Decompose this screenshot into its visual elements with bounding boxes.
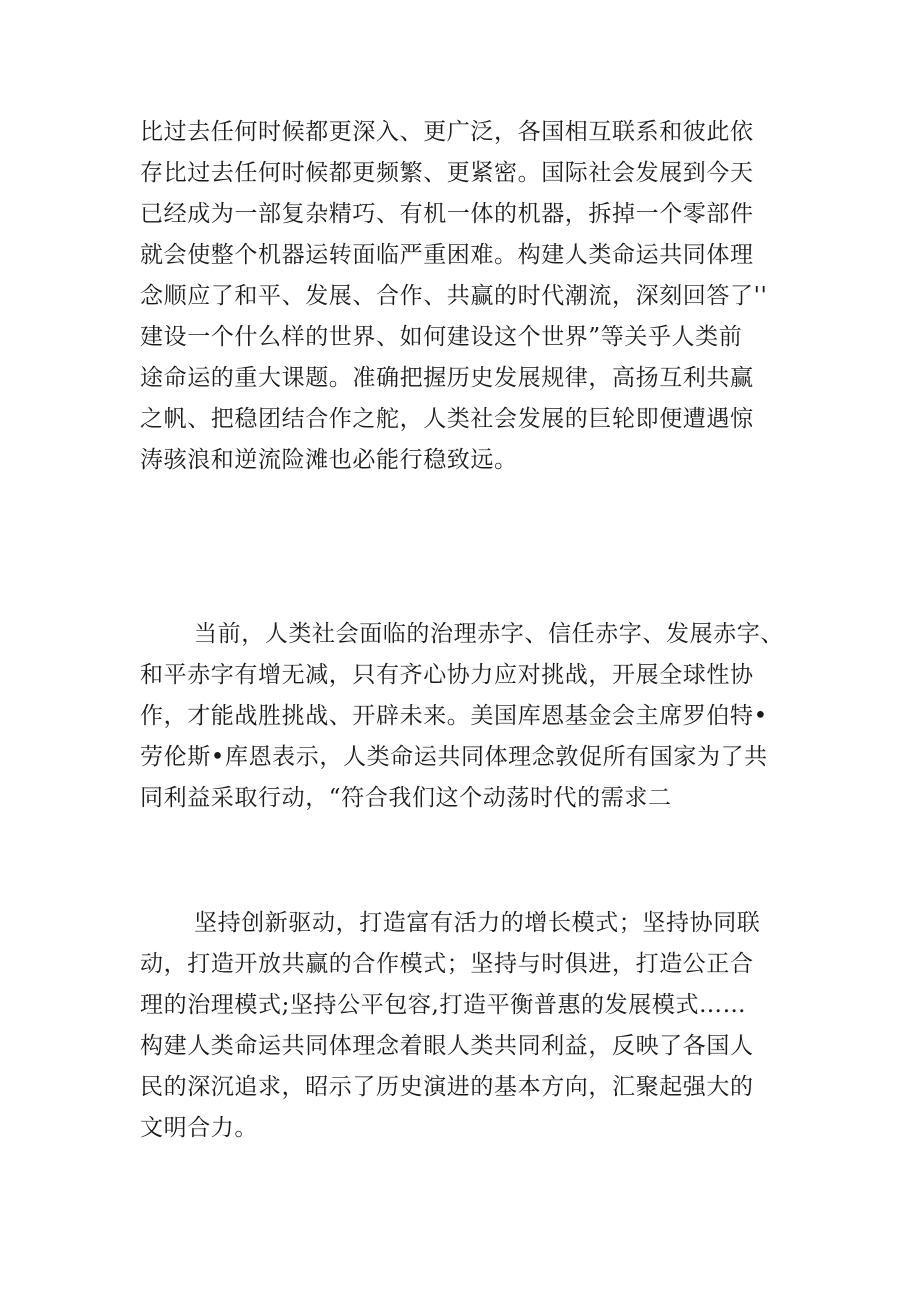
text-line: 文明合力。 (140, 1115, 258, 1141)
text-line: 途命运的重大课题。准确把握历史发展规律，高扬互利共赢 (140, 365, 754, 391)
text-line: 存比过去任何时候都更频繁、更紧密。国际社会发展到今天 (140, 160, 754, 186)
text-line: 作，才能战胜挑战、开辟未来。美国库恩基金会主席罗伯特• (140, 703, 768, 729)
text-line: 构建人类命运共同体理念着眼人类共同利益，反映了各国人 (140, 1033, 754, 1059)
text-line: 民的深沉追求，昭示了历史演进的基本方向，汇聚起强大的 (140, 1074, 754, 1100)
text-line: 坚持创新驱动，打造富有活力的增长模式；坚持协同联 (194, 910, 761, 936)
text-line: 念顺应了和平、发展、合作、共赢的时代潮流，深刻回答了'' (140, 283, 768, 309)
text-line: 理的治理模式;坚持公平包容,打造平衡普惠的发展模式…… (140, 992, 747, 1018)
text-line: 建设一个什么样的世界、如何建设这个世界”等关乎人类前 (140, 324, 743, 350)
text-line: 比过去任何时候都更深入、更广泛，各国相互联系和彼此依 (140, 119, 754, 145)
text-line: 和平赤字有增无减，只有齐心协力应对挑战，开展全球性协 (140, 662, 754, 688)
text-line: 当前，人类社会面临的治理赤字、信任赤字、发展赤字、 (194, 621, 784, 647)
text-line: 涛骇浪和逆流险滩也必能行稳致远。 (140, 447, 518, 473)
text-line: 之帆、把稳团结合作之舵，人类社会发展的巨轮即便遭遇惊 (140, 406, 754, 432)
text-line: 劳伦斯•库恩表示，人类命运共同体理念敦促所有国家为了共 (140, 744, 768, 770)
text-line: 同利益采取行动，“符合我们这个动荡时代的需求二 (140, 785, 672, 811)
text-line: 就会使整个机器运转面临严重困难。构建人类命运共同体理 (140, 242, 754, 268)
text-line: 动，打造开放共赢的合作模式；坚持与时俱进，打造公正合 (140, 951, 754, 977)
text-line: 已经成为一部复杂精巧、有机一体的机器，拆掉一个零部件 (140, 201, 754, 227)
